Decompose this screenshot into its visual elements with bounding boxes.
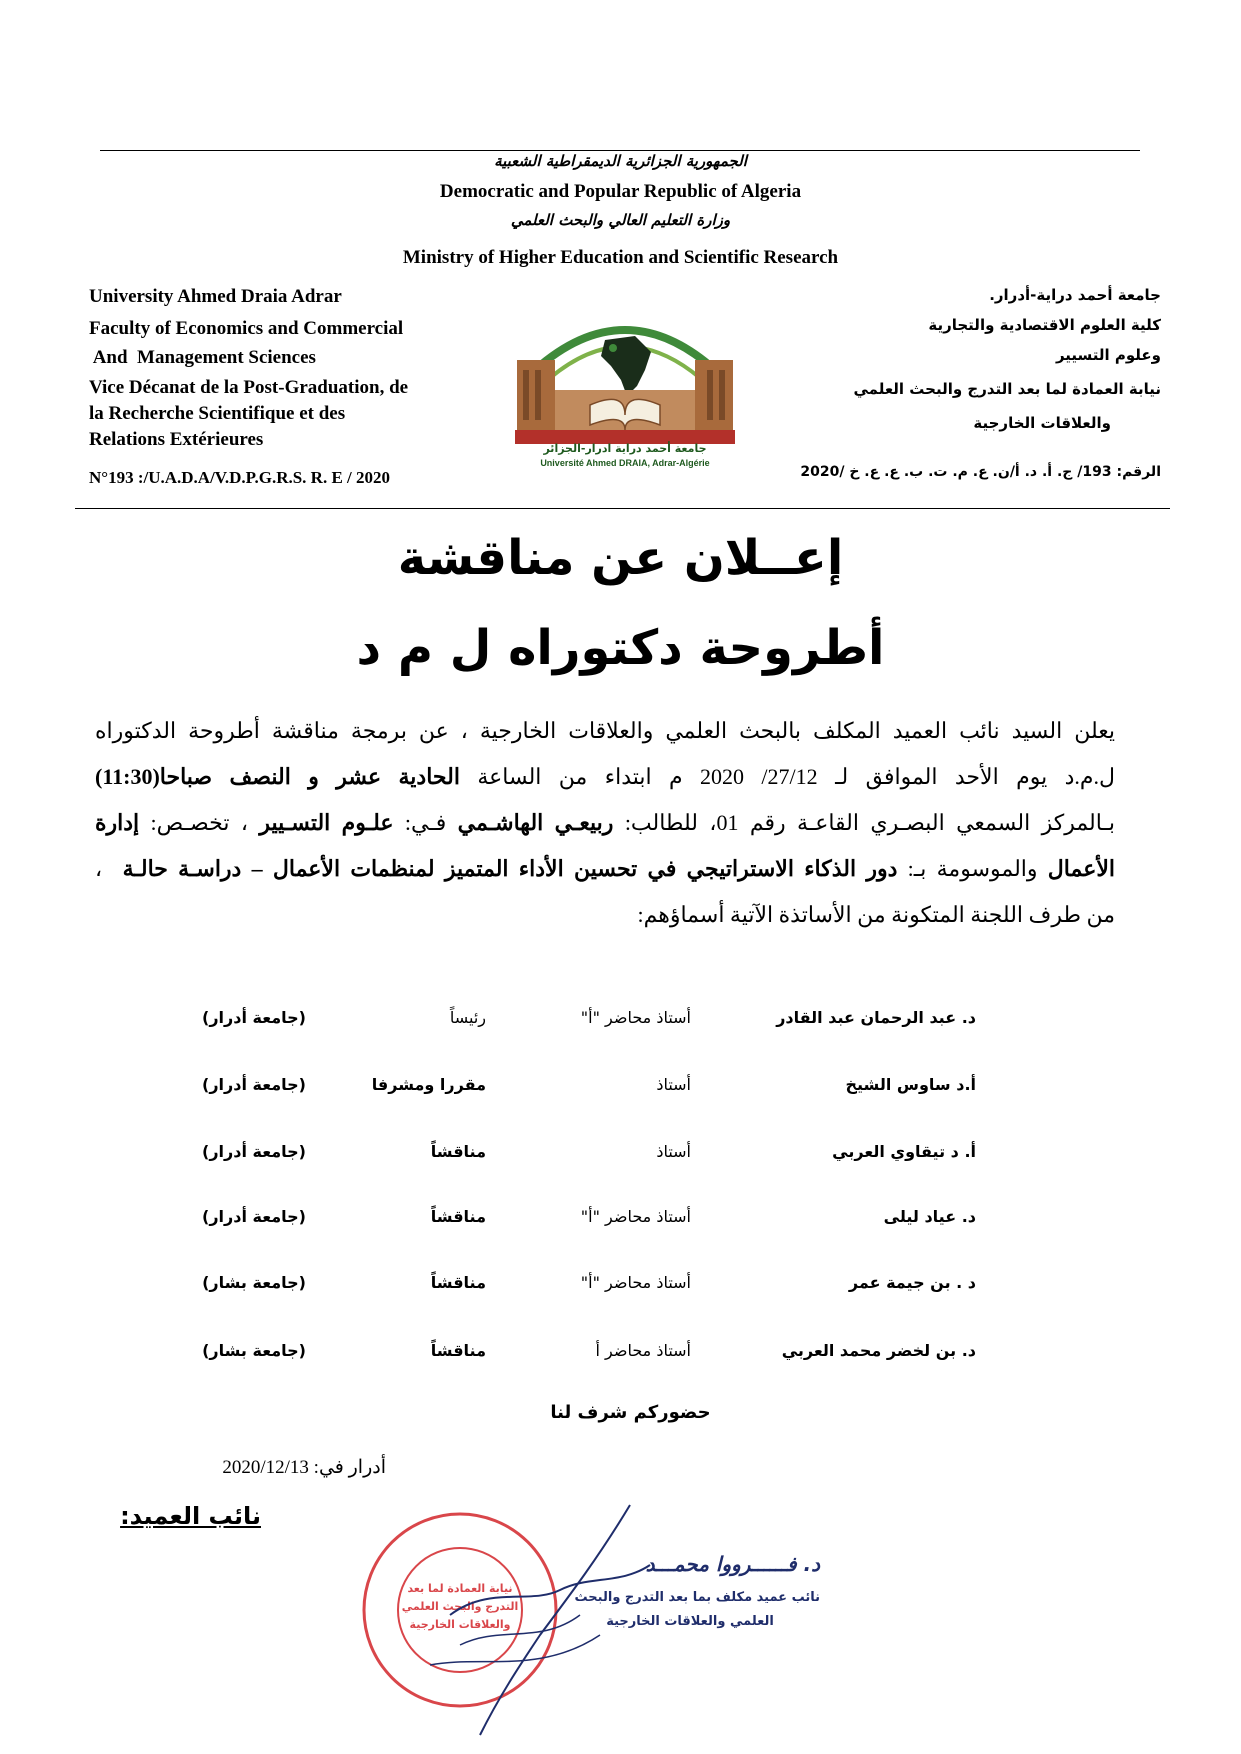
specialty-name-1: إدارة	[95, 810, 140, 835]
member-rank: أستاذ محاضر أ	[595, 1341, 691, 1360]
member-name: أ. د تيقاوي العربي	[832, 1142, 976, 1161]
logo-arabic-text: جامعة أحمد دراية ادرار-الجزائر	[543, 442, 707, 455]
ar-faculty: كلية العلوم الاقتصادية والتجارية	[928, 316, 1161, 334]
ar-vice-deanship: نيابة العمادة لما بعد التدرج والبحث العلمي	[853, 380, 1161, 398]
committee-row	[0, 1075, 1241, 1105]
signature-name: د. فــــــرووا محمـــد	[645, 1552, 820, 1576]
ar-faculty-2: وعلوم التسيير	[1055, 346, 1161, 364]
body-titled-text: والموسومة بـ:	[897, 856, 1048, 881]
thesis-topic: دور الذكاء الاستراتيجي في تحسين الأداء المتميز لمنظمات الأعمال – دراسـة حالـة	[122, 856, 898, 881]
stamp-center-1: نيابة العمادة لما بعد	[407, 1582, 513, 1595]
signature-title-2: العلمي والعلاقات الخارجية	[606, 1614, 774, 1629]
ministry-ar: وزارة التعليم العالي والبحث العلمي	[510, 211, 731, 229]
ministry-en: Ministry of Higher Education and Scientific Research	[402, 247, 839, 268]
member-university: (جامعة أدرار)	[202, 1207, 306, 1226]
committee-row	[0, 1142, 1241, 1172]
body-time-text: الحادية عشر و النصف صباحا(11:30)	[95, 764, 460, 789]
ar-vice-deanship-2: والعلاقات الخارجية	[973, 414, 1111, 432]
member-role: مقررا ومشرفا	[371, 1075, 486, 1094]
university-logo	[495, 300, 755, 470]
member-rank: أستاذ محاضر "أ"	[580, 1008, 691, 1027]
member-name: د . بن جيمة عمر	[848, 1273, 976, 1292]
thesis-title: أطروحة دكتوراه ل م د	[356, 620, 885, 676]
member-name: د. بن لخضر محمد العربي	[781, 1341, 976, 1360]
committee-row	[0, 1008, 1241, 1038]
logo-french-text: Université Ahmed DRAIA, Adrar-Algérie	[540, 458, 710, 468]
member-rank: أستاذ محاضر "أ"	[580, 1207, 691, 1226]
student-name: ربيعـي الهاشـمي	[457, 810, 614, 835]
en-faculty-2: And Management Sciences	[89, 347, 316, 368]
member-rank: أستاذ	[656, 1142, 691, 1161]
stamp-ring-text	[360, 1510, 366, 1513]
ar-university: جامعة أحمد دراية-أدرار.	[989, 286, 1161, 304]
body-line-2	[95, 764, 1115, 790]
field-name: علـوم التسـيير	[259, 810, 394, 835]
member-name: د. عياد ليلى	[883, 1207, 976, 1226]
body-specialty-label: ، تخصـص:	[139, 810, 260, 835]
republic-en: Democratic and Popular Republic of Algeria	[439, 181, 802, 202]
member-name: د. عبد الرحمان عبد القادر	[776, 1008, 976, 1027]
member-role: مناقشاً	[430, 1341, 486, 1360]
en-reference: N°193 :/U.A.D.A/V.D.P.G.R.S. R. E / 2020	[89, 468, 391, 487]
member-role: مناقشاً	[430, 1142, 486, 1161]
ar-reference: الرقم: 193/ ج. أ. د. أ/ن. ع. م. ت. ب. ع. ع. خ /2020	[800, 464, 1161, 480]
member-name: أ.د ساوس الشيخ	[845, 1075, 976, 1094]
signatory-label: نائب العميد:	[120, 1502, 261, 1530]
en-faculty: Faculty of Economics and Commercial	[89, 318, 404, 339]
body-line-5: من طرف اللجنة المتكونة من الأساتذة الآتية أسماؤهم:	[637, 902, 1115, 927]
member-university: (جامعة أدرار)	[202, 1142, 306, 1161]
body-line-4	[95, 856, 1115, 882]
signature-title-1: نائب عميد مكلف بما بعد التدرج والبحث	[574, 1590, 820, 1605]
member-university: (جامعة أدرار)	[202, 1075, 306, 1094]
member-university: (جامعة بشار)	[202, 1273, 306, 1292]
committee-row	[0, 1273, 1241, 1303]
top-rule	[100, 150, 1140, 151]
closing-text: حضوركم شرف لنا	[550, 1402, 711, 1423]
body-line-3	[95, 810, 1115, 836]
committee-row	[0, 1341, 1241, 1371]
member-rank: أستاذ محاضر "أ"	[580, 1273, 691, 1292]
body-date-text: ل.م.د يوم الأحد الموافق لـ 27/12/ 2020 م ابتداء من الساعة	[459, 764, 1115, 789]
date-line	[222, 1456, 386, 1479]
en-vice-decanat-2: la Recherche Scientifique et des	[89, 403, 346, 424]
en-vice-decanat: Vice Décanat de la Post-Graduation, de	[89, 377, 409, 398]
date-value: 2020/12/13	[222, 1457, 309, 1478]
en-university: University Ahmed Draia Adrar	[89, 286, 342, 307]
member-university: (جامعة أدرار)	[202, 1008, 306, 1027]
date-label: أدرار في:	[308, 1457, 386, 1478]
member-rank: أستاذ	[656, 1075, 691, 1094]
specialty-name-2: الأعمال	[1047, 856, 1115, 881]
announcement-title: إعــلان عن مناقشة	[397, 530, 844, 586]
en-vice-decanat-3: Relations Extérieures	[89, 429, 264, 450]
stamp-center-2: التدرج والبحث العلمي	[401, 1600, 519, 1613]
stamp-center-3: والعلاقات الخارجية	[409, 1618, 511, 1631]
republic-ar: الجمهورية الجزائرية الديمقراطية الشعبية	[494, 152, 747, 170]
body-in-text: فـي:	[393, 810, 458, 835]
body-location-text: بـالمركز السمعي البصـري القاعـة رقم 01، للطالب:	[613, 810, 1116, 835]
member-university: (جامعة بشار)	[202, 1341, 306, 1360]
body-line-1: يعلن السيد نائب العميد المكلف بالبحث العلمي والعلاقات الخارجية ، عن برمجة مناقشة أطروحة الدكتوراه	[95, 718, 1115, 743]
header-bottom-rule	[75, 508, 1170, 509]
body-comma: ،	[95, 856, 123, 881]
svg-text:وزارة التعليم العالي والبحث ال	[360, 1510, 366, 1513]
member-role: مناقشاً	[430, 1273, 486, 1292]
member-role: مناقشاً	[430, 1207, 486, 1226]
committee-row	[0, 1207, 1241, 1237]
member-role: رئيساً	[449, 1008, 486, 1027]
